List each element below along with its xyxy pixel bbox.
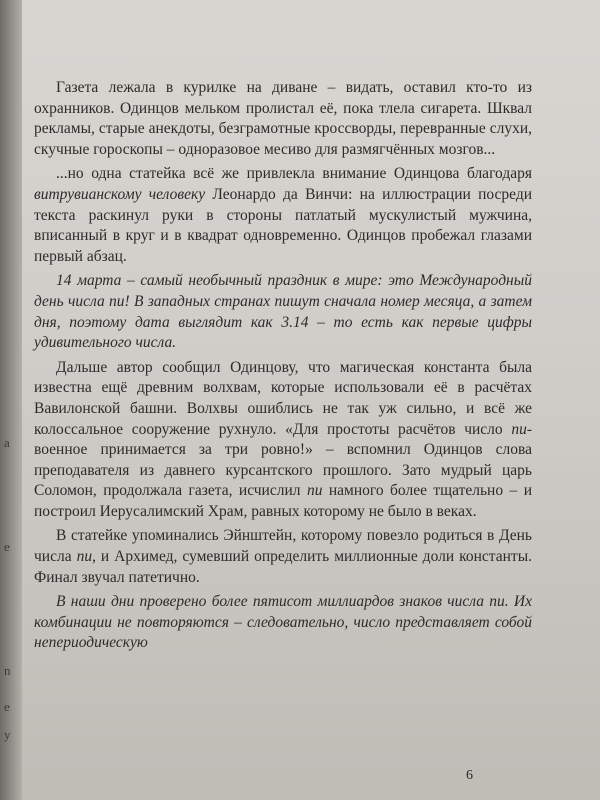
paragraph-p1 <box>34 78 532 160</box>
text-segment: -военное принимается за три ровно!» – вспомнил Одинцов слова преподавателя из давнего курсантского прошлого. Зато мудрый царь Соломон, продолжала газета, исчислил <box>34 420 532 500</box>
text-segment: намного более тщательно – и построил Иерусалимский Храм, равных которому не было в веках. <box>34 482 532 520</box>
text-segment: Дальше автор сообщил Одинцову, что магическая константа была известна ещё древним волхвам, которые использовали её в расчётах Вавилонской башни. Волхвы ошиблись не так уж сильно, и всё же колоссальное сооружение рухнуло. «Для простоты расчётов число <box>34 358 532 438</box>
text-segment: витрувианскому человеку <box>34 185 206 203</box>
paragraph-p4 <box>34 358 532 523</box>
book-page <box>22 0 600 800</box>
page-number: 6 <box>466 768 473 783</box>
text-segment: пи <box>511 420 527 438</box>
paragraph-p5 <box>34 526 532 588</box>
text-segment: В статейке упоминались Эйнштейн, которому повезло родиться в День числа <box>34 527 532 566</box>
paragraph-p2 <box>34 164 532 267</box>
paragraph-p6 <box>34 592 532 654</box>
text-segment: В наши дни проверено более пятисот миллиардов знаков числа пи. Их комбинации не повторяются – следовательно, число представляет собой непериодическую <box>34 593 532 652</box>
margin-fragment: e <box>4 699 10 714</box>
adjacent-page-edge <box>0 0 22 800</box>
text-segment: 14 марта – самый необычный праздник в мире: это Международный день числа пи! В западных странах пишут сначала номер месяца, а затем дня, поэтому дата выглядит как 3.14 – то есть как первые цифры удивительного числа. <box>34 272 532 352</box>
margin-fragment: y <box>4 727 11 742</box>
margin-fragment: a <box>4 435 10 450</box>
body-text <box>34 78 532 658</box>
text-segment: Газета лежала в курилке на диване – видать, оставил кто-то из охранников. Одинцов мельком пролистал её, пока тлела сигарета. Шквал рекламы, старые анекдоты, безграмотные кроссворды, перевранные слухи, скучные гороскопы – одноразовое месиво для размягчённых мозгов... <box>34 79 532 158</box>
text-segment: , и Архимед, сумевший определить миллионные доли константы. Финал звучал патетично. <box>34 548 532 586</box>
margin-fragment: n <box>4 663 11 678</box>
text-segment: пи <box>76 548 93 566</box>
paragraph-p3 <box>34 271 532 353</box>
text-segment: ...но одна статейка всё же привлекла внимание Одинцова благодаря <box>56 165 532 183</box>
text-segment: Леонардо да Винчи: на иллюстрации посреди текста раскинул руки в стороны патлатый мускулистый мужчина, вписанный в круг и в квадрат одновременно. Одинцов пробежал глазами первый абзац. <box>34 185 533 265</box>
text-segment: пи <box>306 482 323 500</box>
margin-fragment: e <box>4 539 10 554</box>
